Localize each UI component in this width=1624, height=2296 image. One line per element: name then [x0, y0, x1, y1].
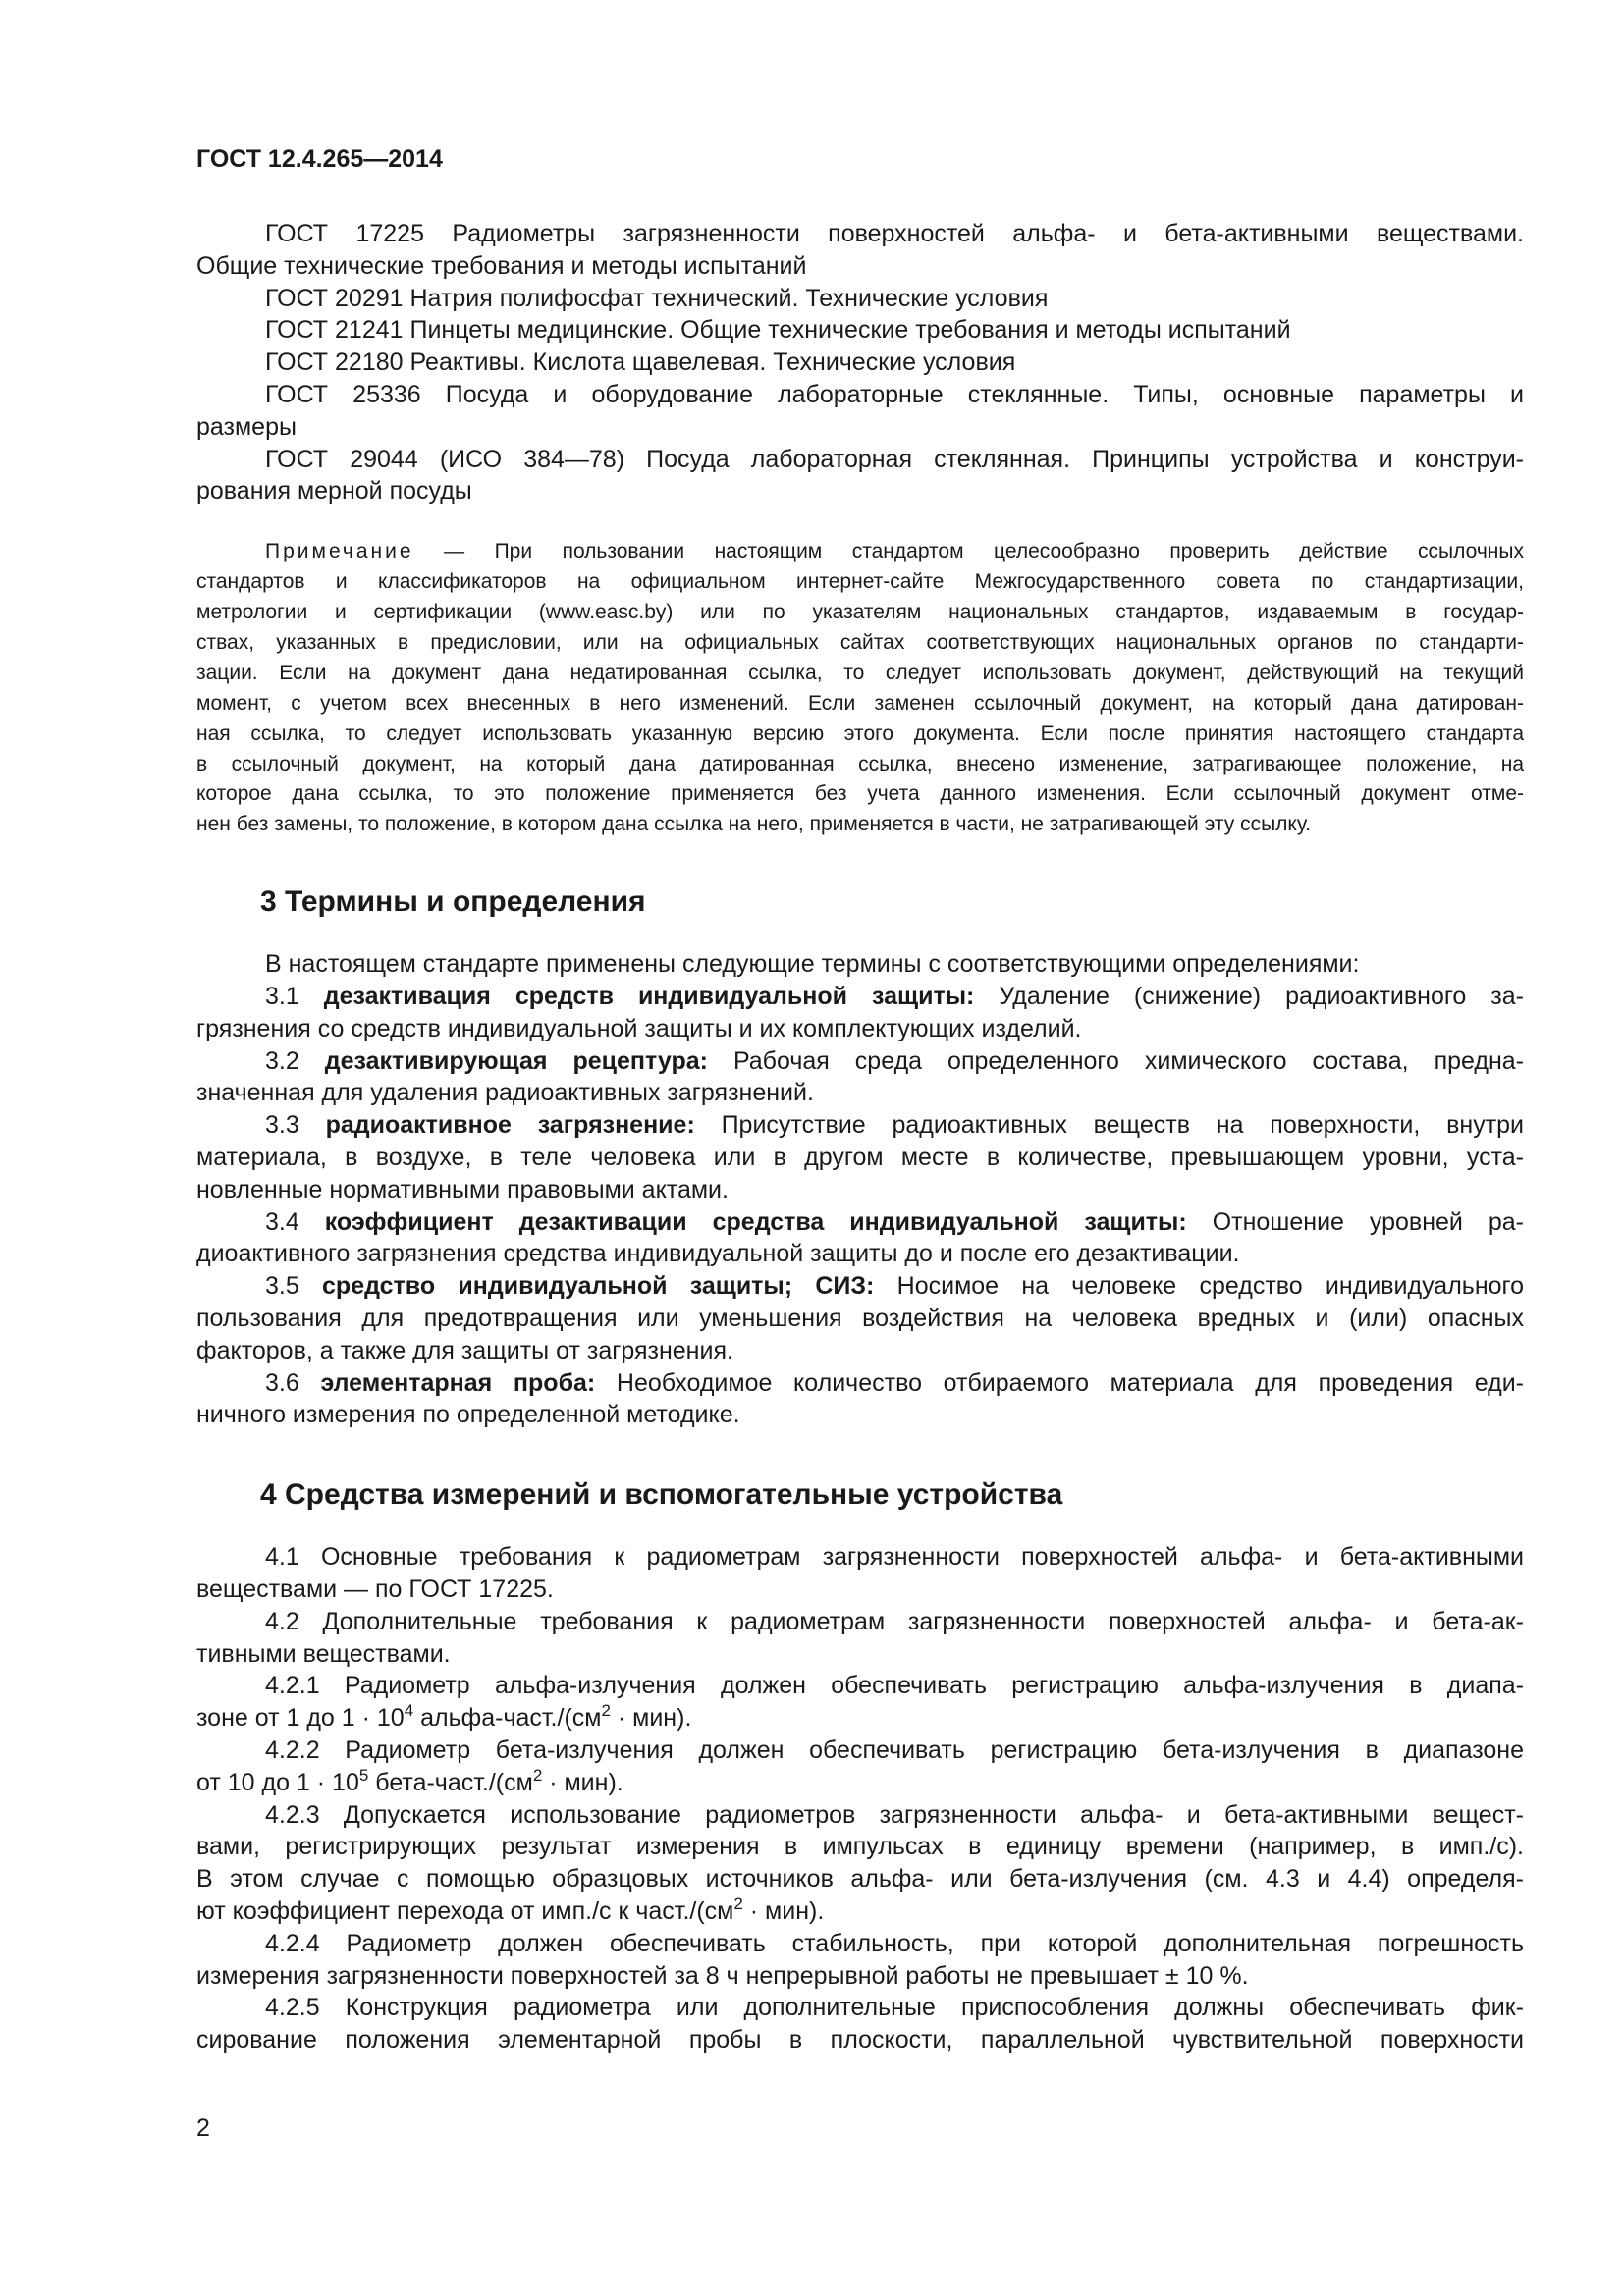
page-content	[196, 218, 1524, 2056]
clause-4-2-4: 4.2.4 Радиометр должен обеспечивать стабильность, при которой дополнительная погрешность измерения загрязненности поверхностей за 8 ч непрерывной работы не превышает ± 10 %.	[196, 1929, 1524, 1990]
references-list	[196, 218, 1524, 507]
reference-item: ГОСТ 22180 Реактивы. Кислота щавелевая. Технические условия	[265, 348, 1016, 377]
term-definition: 3.2 дезактивирующая рецептура: Рабочая среда определенного химического состава, предна- значенная для удаления радиоактивных загрязнений.	[196, 1046, 1525, 1107]
reference-item: ГОСТ 29044 (ИСО 384—78) Посуда лабораторная стеклянная. Принципы устройства и конструи- рования мерной посуды	[196, 445, 1524, 506]
term-definition: 3.1 дезактивация средств индивидуальной защиты: Удаление (снижение) радиоактивного за- грязнения со средств индивидуальной защиты и их комплектующих изделий.	[196, 983, 1524, 1042]
clause-4-2-5: 4.2.5 Конструкция радиометра или дополнительные приспособления должны обеспечивать фик- сирование положения элементарной пробы в плоскости, параллельной чувствительной поверхности	[196, 1994, 1524, 2055]
reference-item: ГОСТ 17225 Радиометры загрязненности поверхностей альфа- и бета-активными веществами. Общие технические требования и методы испытаний	[196, 220, 1524, 280]
section-4-body	[196, 1541, 1524, 2056]
term-definition: 3.5 средство индивидуальной защиты; СИЗ: Носимое на человеке средство индивидуального пользования для предотвращения или уменьшения воздействия на человека вредных и (или) опасных факторов, а также для защиты от загрязнения.	[196, 1272, 1525, 1364]
clause-4-2-1: 4.2.1 Радиометр альфа-излучения должен обеспечивать регистрацию альфа-излучения в диапа- зоне от 1 до $1 \cdot 10^4$ альфа-$част./(см^2 \cdot мин)$.	[196, 1672, 1524, 1733]
term-name: коэффициент дезактивации средства индивидуальной защиты:	[324, 1207, 1187, 1236]
note-label: Примечание	[265, 540, 414, 563]
document-code-header: ГОСТ 12.4.265—2014	[196, 145, 443, 173]
term-definition: 3.4 коэффициент дезактивации средства индивидуальной защиты: Отношение уровней ра- диоактивного загрязнения средства индивидуальной защиты до и после его дезактивации.	[196, 1207, 1524, 1268]
term-name: дезактивирующая рецептура:	[324, 1046, 708, 1075]
clause-4-2-3: 4.2.3 Допускается использование радиометров загрязненности альфа- и бета-активными вещест- вами, регистрирующих результат измерения в импульсах в единицу времени (например, в имп./с). В этом случае с помощью образцовых источников альфа- или бета-излучения (см. 4.3 и 4.4) определя- ют коэффициент перехода от имп./с к $част./(см^2 \cdot мин)$.	[196, 1800, 1524, 1925]
term-name: радиоактивное загрязнение:	[325, 1111, 695, 1140]
section-3-heading: 3 Термины и определения	[260, 885, 646, 919]
clause-4-2-2: 4.2.2 Радиометр бета-излучения должен обеспечивать регистрацию бета-излучения в диапазоне от 10 до $1 \cdot 10^5$ бета-$част./(см^2 \cdot мин)$.	[196, 1735, 1524, 1796]
clause-4-1: 4.1 Основные требования к радиометрам загрязненности поверхностей альфа- и бета-активными веществами — по ГОСТ 17225.	[196, 1543, 1524, 1603]
reference-item: ГОСТ 21241 Пинцеты медицинские. Общие технические требования и методы испытаний	[265, 316, 1291, 345]
term-name: элементарная проба:	[320, 1368, 596, 1397]
clause-4-2: 4.2 Дополнительные требования к радиометрам загрязненности поверхностей альфа- и бета-ак- тивными веществами.	[196, 1607, 1524, 1668]
page-number: 2	[196, 2114, 210, 2142]
section-4-heading: 4 Средства измерений и вспомогательные устройства	[260, 1478, 1063, 1512]
reference-item: ГОСТ 20291 Натрия полифосфат технический. Технические условия	[265, 284, 1049, 312]
reference-item: ГОСТ 25336 Посуда и оборудование лабораторные стеклянные. Типы, основные параметры и размеры	[196, 380, 1524, 441]
note-block: Примечание — При пользовании настоящим стандартом целесообразно проверить действие ссылочных стандартов и классификаторов на официальном интернет-сайте Межгосударственного совета по стандартизации, метрологии и сертификации (www.easc.by) или по указателям национальных стандартов, издаваемым в государ- ствах, указанных в предисловии, или на официальных сайтах соответствующих национальных органов по стандарти- зации. Если на документ дана недатированная ссылка, то следует использовать документ, действующий на текущий момент, с учетом всех внесенных в него изменений. Если заменен ссылочный документ, на который дана датирован- ная ссылка, то следует использовать указанную версию этого документа. Если после принятия настоящего стандарта в ссылочный документ, на который дана датированная ссылка, внесено изменение, затрагивающее положение, на которое дана ссылка, то это положение применяется без учета данного изменения. Если ссылочный документ отме- нен без замены, то положение, в котором дана ссылка на него, применяется в части, не затрагивающей эту ссылку.	[196, 540, 1524, 836]
term-name: средство индивидуальной защиты; СИЗ:	[322, 1272, 875, 1301]
term-definition: 3.6 элементарная проба: Необходимое количество отбираемого материала для проведения еди- ничного измерения по определенной методике.	[196, 1368, 1525, 1429]
section-3-intro: В настоящем стандарте применены следующие термины с соответствующими определениями:	[265, 950, 1360, 979]
term-definition: 3.3 радиоактивное загрязнение: Присутствие радиоактивных веществ на поверхности, внутри материала, в воздухе, в теле человека или в другом месте в количестве, превышающем уровни, уста- новленные нормативными правовыми актами.	[196, 1111, 1525, 1203]
term-name: дезактивация средств индивидуальной защиты:	[323, 983, 975, 1011]
section-3-body	[196, 948, 1524, 1431]
